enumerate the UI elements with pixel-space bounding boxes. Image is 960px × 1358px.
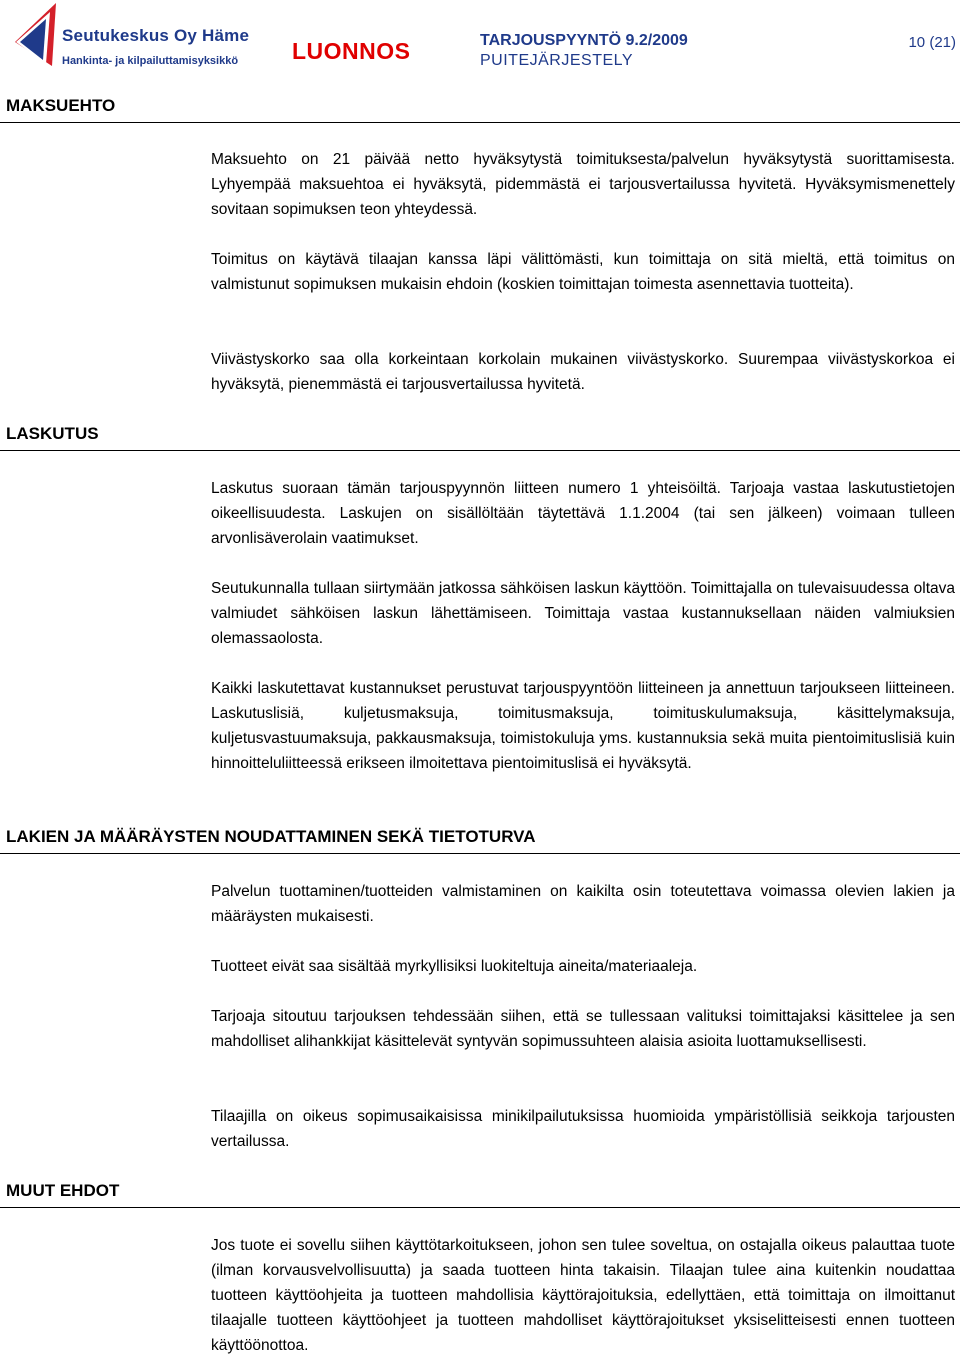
paragraph: Toimitus on käytävä tilaajan kanssa läpi välittömästi, kun toimittaja on sitä mieltä, että toimitus on valmistunut sopimuksen mukaisin ehdoin (koskien toimittajan toimesta asennettavia tuotteita). [211,251,955,293]
section-heading-laskutus: LASKUTUS [6,424,99,443]
organization-unit: Hankinta- ja kilpailuttamisyksikkö [62,55,239,67]
section-heading-lakien: LAKIEN JA MÄÄRÄYSTEN NOUDATTAMINEN SEKÄ TIETOTURVA [6,827,536,846]
section-heading-maksuehto: MAKSUEHTO [6,96,116,115]
paragraph: Seutukunnalla tullaan siirtymään jatkossa sähköisen laskun käyttöön. Toimittajalla on tulevaisuudessa oltava valmiudet sähköisen laskun lähettämiseen. Toimittaja vastaa kustannuksellaan näiden valmiuksien olemassaolosta. [211,580,955,647]
paragraph: Tarjoaja sitoutuu tarjouksen tehdessään siihen, että se tullessaan valituksi toimittajaksi käsittelee ja sen mahdolliset alihankkijat käsittelevät syntyvän sopimussuhteen alaisia asioita luottamuksellisesti. [211,1008,955,1050]
paragraph: Laskutus suoraan tämän tarjouspyynnön liitteen numero 1 yhteisöiltä. Tarjoaja vastaa laskutustietojen oikeellisuudesta. Laskujen on sisällöltään täytettävä 1.1.2004 (tai sen jälkeen) voimaan tulleen arvonlisäverolain vaatimukset. [211,480,955,547]
organization-name: Seutukeskus Oy Häme [62,26,250,45]
paragraph: Tilaajilla on oikeus sopimusaikaisissa minikilpailutuksissa huomioida ympäristöllisiä seikkoja tarjousten vertailussa. [211,1108,955,1150]
paragraph: Maksuehto on 21 päivää netto hyväksytystä toimituksesta/palvelun hyväksytystä suorittamisesta. Lyhyempää maksuehtoa ei hyväksytä, pidemmästä ei tarjousvertailussa hyvitetä. Hyväksymismenettely sovitaan sopimuksen teon yhteydessä. [211,151,955,218]
section-heading-muut-ehdot: MUUT EHDOT [6,1181,120,1200]
paragraph: Kaikki laskutettavat kustannukset perustuvat tarjouspyyntöön liitteineen ja annettuun tarjoukseen liitteineen. Laskutuslisiä, kuljetusmaksuja, toimitusmaksuja, toimituskulumaksuja, käsittelymaksuja, kuljetusvastuumaksuja, pakkausmaksuja, toimistokuluja yms. kustannuksia sekä muita pientoimituslisiä kuin hinnoitteluliitteessä erikseen ilmoitettava pientoimituslisä ei hyväksytä. [211,680,955,772]
paragraph: Palvelun tuottaminen/tuotteiden valmistaminen on kaikilta osin toteutettava voimassa olevien lakien ja määräysten mukaisesti. [211,883,955,925]
document-title: TARJOUSPYYNTÖ 9.2/2009 [480,32,688,49]
section-divider [0,122,960,123]
paragraph: Jos tuote ei sovellu siihen käyttötarkoitukseen, johon sen tulee soveltua, on ostajalla oikeus palauttaa tuote (ilman korvausvelvollisuutta) ja saada tuotteen hinta takaisin. Tilaajan tulee aina kuitenkin noudattaa tuotteen käyttöohjeita ja tuotteen mahdollisia käyttörajoituksia, edellyttäen, että toimittaja on ilmoittanut tilaajalle tuotteen käyttöohjeet ja tuotteen mahdolliset käyttörajoitukset yksiselitteisesti ennen tuotteen käyttöönottoa. [211,1237,955,1354]
section-divider [0,853,960,854]
seutukeskus-logo-icon [14,2,58,66]
paragraph: Tuotteet eivät saa sisältää myrkyllisiksi luokiteltuja aineita/materiaaleja. [211,958,698,975]
paragraph: Viivästyskorko saa olla korkeintaan korkolain mukainen viivästyskorko. Suurempaa viivästyskorkoa ei hyväksytä, pienemmästä ei tarjousvertailussa hyvitetä. [211,351,955,393]
page-number: 10 (21) [908,34,956,51]
section-divider [0,450,960,451]
draft-label: LUONNOS [292,38,411,64]
document-subtitle: PUITEJÄRJESTELY [480,52,634,69]
page-header [0,0,960,90]
section-divider [0,1207,960,1208]
